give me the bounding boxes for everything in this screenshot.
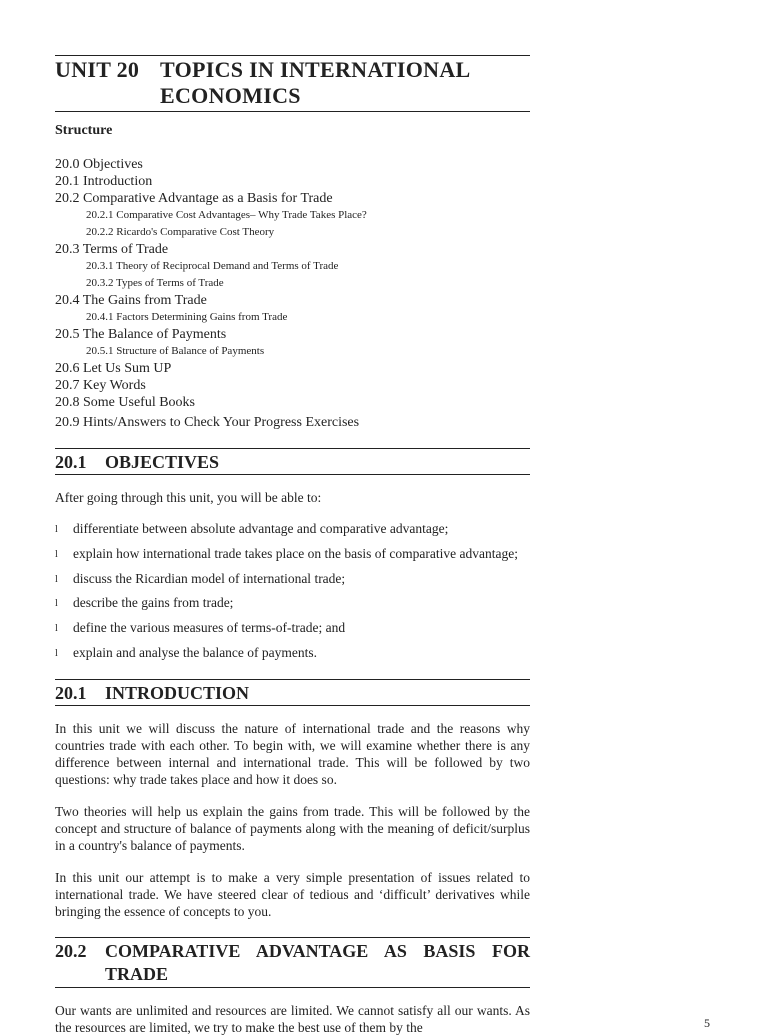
- section-number: 20.2: [55, 941, 87, 961]
- table-of-contents: [55, 156, 530, 431]
- objectives-heading: [55, 448, 530, 475]
- unit-number: UNIT 20: [55, 57, 140, 82]
- bullet-marker: l: [55, 598, 58, 610]
- list-item: [55, 519, 535, 544]
- intro-paragraph-3: In this unit our attempt is to make a very simple presentation of issues related to international trade. We have steered clear of tedious and ‘difficult’ derivatives while bringing the essence of concepts to you.: [55, 870, 530, 919]
- introduction-heading: [55, 679, 530, 706]
- bullet-marker: l: [55, 623, 58, 635]
- intro-paragraph-1: In this unit we will discuss the nature of international trade and the reasons why countries trade with each other. To begin with, we will examine whether there is any difference between internal and international trade. This will be followed by two questions: why trade takes place and how it does so.: [55, 721, 530, 787]
- toc-entry: 20.9 Hints/Answers to Check Your Progress Exercises: [55, 415, 360, 430]
- objectives-intro: After going through this unit, you will be able to:: [55, 490, 322, 505]
- page-number: 5: [704, 1016, 710, 1030]
- toc-entry: 20.1 Introduction: [55, 174, 153, 189]
- toc-subentry: 20.2.2 Ricardo's Comparative Cost Theory: [86, 226, 275, 238]
- toc-entry: 20.6 Let Us Sum UP: [55, 361, 172, 376]
- toc-subentry: 20.2.1 Comparative Cost Advantages– Why Trade Takes Place?: [86, 209, 367, 221]
- list-item: [55, 643, 535, 668]
- section-title: INTRODUCTION: [105, 683, 250, 703]
- list-item: [55, 569, 535, 594]
- list-item: [55, 593, 535, 618]
- list-item: [55, 544, 535, 569]
- bullet-text: define the various measures of terms-of-trade; and: [73, 620, 346, 636]
- toc-subentry: 20.3.1 Theory of Reciprocal Demand and Terms of Trade: [86, 260, 339, 272]
- section-number: 20.1: [55, 452, 87, 472]
- section-title: COMPARATIVE ADVANTAGE AS BASIS FOR TRADE: [105, 941, 530, 984]
- toc-entry: 20.4 The Gains from Trade: [55, 293, 207, 308]
- bottom-rule: [55, 111, 530, 112]
- unit-title-line2: ECONOMICS: [160, 83, 301, 108]
- unit-title: [160, 57, 500, 109]
- structure-label: Structure: [55, 123, 113, 138]
- toc-subentry: 20.5.1 Structure of Balance of Payments: [86, 345, 265, 357]
- toc-entry: 20.2 Comparative Advantage as a Basis for Trade: [55, 191, 333, 206]
- unit-title-line1: TOPICS IN INTERNATIONAL: [160, 57, 471, 82]
- bullet-marker: l: [55, 548, 58, 560]
- toc-entry: 20.5 The Balance of Payments: [55, 327, 227, 342]
- section-title: OBJECTIVES: [105, 452, 220, 472]
- toc-entry: 20.7 Key Words: [55, 378, 146, 393]
- list-item: [55, 618, 535, 643]
- toc-entry: 20.8 Some Useful Books: [55, 395, 195, 410]
- toc-subentry: 20.3.2 Types of Terms of Trade: [86, 277, 224, 289]
- bullet-text: describe the gains from trade;: [73, 595, 234, 611]
- toc-entry: 20.3 Terms of Trade: [55, 242, 169, 257]
- intro-paragraph-2: Two theories will help us explain the gains from trade. This will be followed by the concept and structure of balance of payments along with the meaning of deficit/surplus in a country's balance of payments.: [55, 804, 530, 853]
- toc-subentry: 20.4.1 Factors Determining Gains from Trade: [86, 311, 288, 323]
- bullet-marker: l: [55, 647, 58, 659]
- objectives-list: [55, 519, 535, 668]
- bullet-marker: l: [55, 573, 58, 585]
- unit-heading: [55, 55, 530, 112]
- toc-entry: 20.0 Objectives: [55, 157, 143, 172]
- comparative-paragraph: Our wants are unlimited and resources are limited. We cannot satisfy all our wants. As the resources are limited, we try to make the best use of them by the: [55, 1003, 530, 1035]
- bullet-text: explain how international trade takes place on the basis of comparative advantage;: [73, 545, 518, 561]
- bullet-text: explain and analyse the balance of payments.: [73, 644, 318, 660]
- bullet-marker: l: [55, 524, 58, 535]
- bullet-text: discuss the Ricardian model of international trade;: [73, 570, 346, 586]
- bullet-text: differentiate between absolute advantage and comparative advantage;: [73, 521, 449, 536]
- comparative-heading: [55, 937, 530, 988]
- section-number: 20.1: [55, 683, 87, 703]
